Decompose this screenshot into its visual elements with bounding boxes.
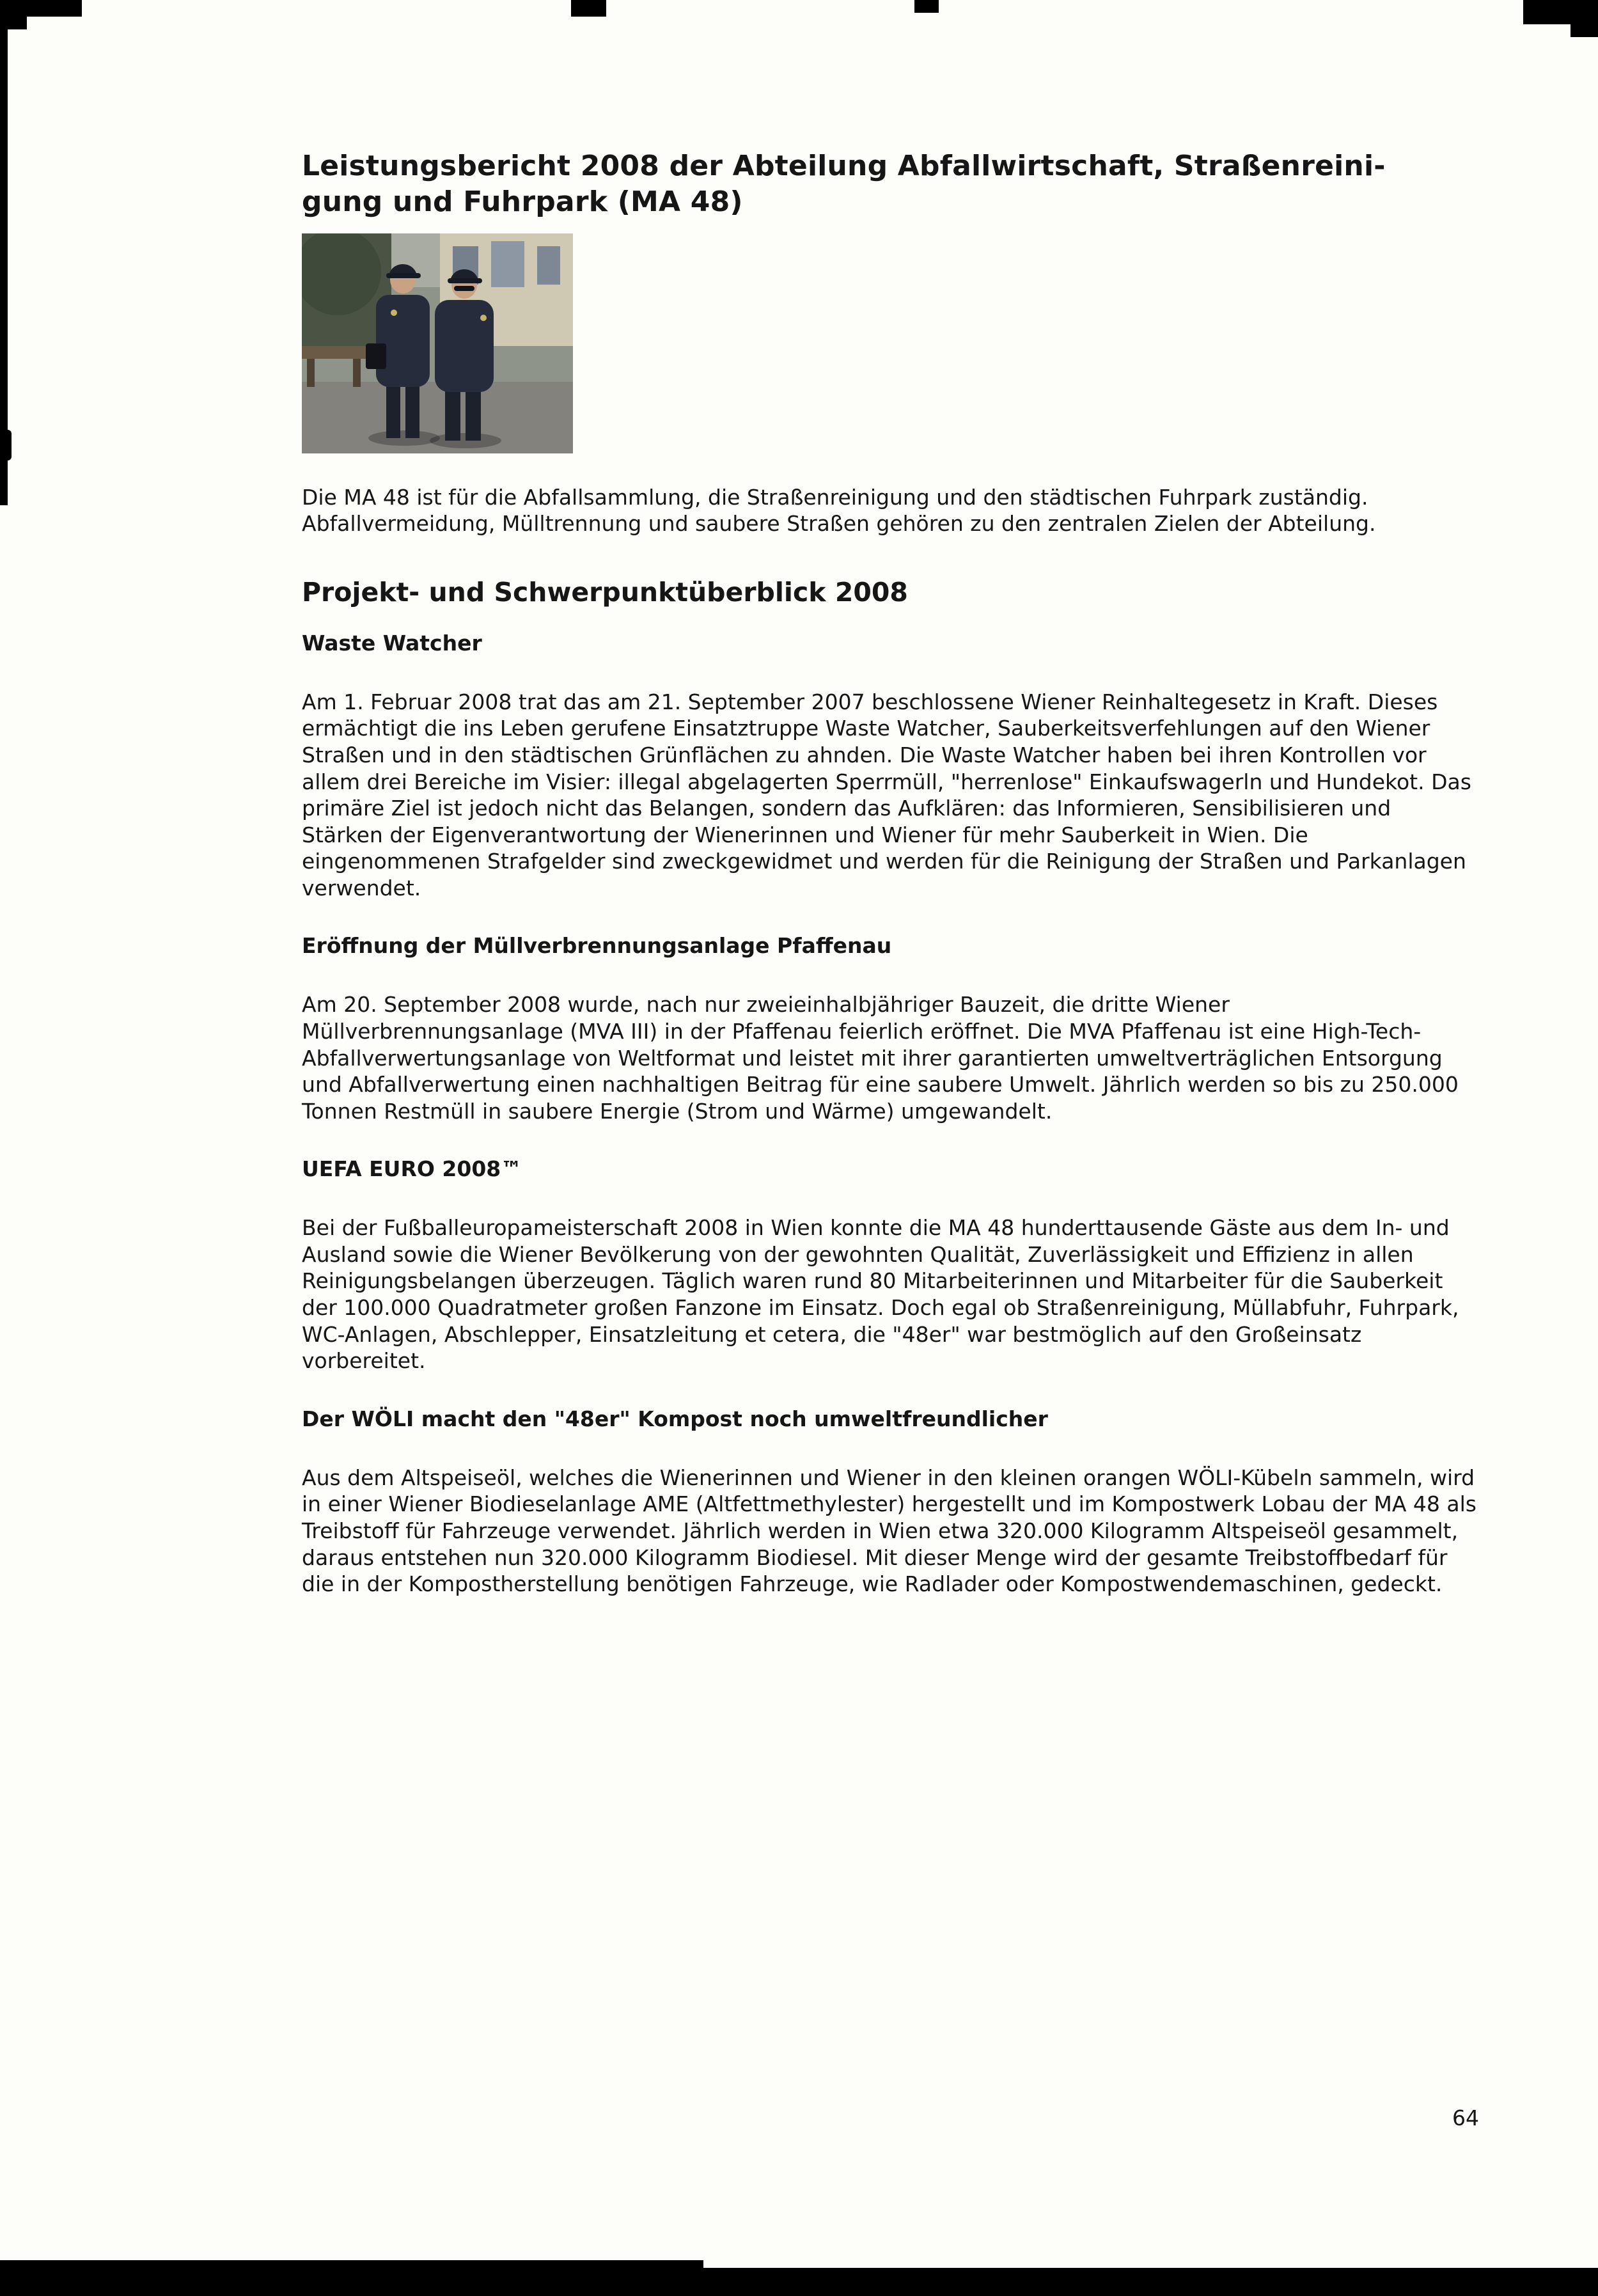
- page-title-line-2: gung und Fuhrpark (MA 48): [302, 185, 743, 219]
- page-number: 64: [1452, 2105, 1479, 2130]
- section-body-woeli-kompost: Aus dem Altspeiseöl, welches die Wienerinnen und Wiener in den kleinen orangen WÖLI-Kübeln sammeln, wird in einer Wiener Biodieselanlage AME (Altfettmethylester) hergestellt und im Kompostwerk Lobau der MA 48 als Treibstoff für Fahrzeuge verwendet. Jährlich werden in Wien etwa 320.000 Kilogramm Altspeiseöl gesammelt, daraus entstehen nun 320.000 Kilogramm Biodiesel. Mit dieser Menge wird der gesamte Treibstoffbedarf für die in der Kompostherstellung benötigen Fahrzeuge, wie Radlader oder Kompostwendemaschinen, gedeckt.: [302, 1465, 1477, 1597]
- photo-waste-watchers: [302, 233, 573, 453]
- report-content: [302, 148, 1478, 1598]
- section-heading-woeli-kompost: Der WÖLI macht den "48er" Kompost noch umweltfreundlicher: [302, 1406, 1048, 1431]
- section-body-uefa-euro: Bei der Fußballeuropameisterschaft 2008 in Wien konnte die MA 48 hunderttausende Gäste aus dem In- und Ausland sowie die Wiener Bevölkerung von der gewohnten Qualität, Zuverlässigkeit und Effizienz in allen Reinigungsbelangen überzeugen. Täglich waren rund 80 Mitarbeiterinnen und Mitarbeiter für die Sauberkeit der 100.000 Quadratmeter großen Fanzone im Einsatz. Doch egal ob Straßenreinigung, Müllabfuhr, Fuhrpark, WC-Anlagen, Abschlepper, Einsatzleitung et cetera, die "48er" war bestmöglich auf den Großeinsatz vorbereitet.: [302, 1215, 1459, 1374]
- scan-artifact-top-right-corner: [1571, 0, 1598, 37]
- section-body-waste-watcher: Am 1. Februar 2008 trat das am 21. September 2007 beschlossene Wiener Reinhaltegesetz in Kraft. Dieses ermächtigt die ins Leben gerufene Einsatztruppe Waste Watcher, Sauberkeitsverfehlungen auf den Wiener Straßen und in den städtischen Grünflächen zu ahnden. Die Waste Watcher haben bei ihren Kontrollen vor allem drei Bereiche im Visier: illegal abgelagerten Sperrmüll, "herrenlose" Einkaufswagerln und Hundekot. Das primäre Ziel ist jedoch nicht das Belangen, sondern das Aufklären: das Informieren, Sensibilisieren und Stärken der Eigenverantwortung der Wienerinnen und Wiener für mehr Sauberkeit in Wien. Die eingenommenen Strafgelder sind zweckgewidmet und werden für die Reinigung der Straßen und Parkanlagen verwendet.: [302, 689, 1471, 900]
- scan-artifact-left-blob: [0, 430, 12, 460]
- section-heading-uefa-euro: UEFA EURO 2008™: [302, 1156, 522, 1182]
- intro-paragraph: Die MA 48 ist für die Abfallsammlung, die Straßenreinigung und den städtischen Fuhrpark zuständig. Abfallvermeidung, Mülltrennung und saubere Straßen gehören zu den zentralen Zielen der Abteilung.: [302, 484, 1376, 537]
- photo-image: [302, 233, 573, 453]
- scan-artifact-bottom-bar: [0, 2268, 1598, 2296]
- section-heading-waste-watcher: Waste Watcher: [302, 630, 482, 656]
- page-title-line-1: Leistungsbericht 2008 der Abteilung Abfallwirtschaft, Straßenreini-: [302, 150, 1386, 182]
- section-heading-pfaffenau: Eröffnung der Müllverbrennungsanlage Pfaffenau: [302, 933, 892, 959]
- section-body-pfaffenau: Am 20. September 2008 wurde, nach nur zweieinhalbjähriger Bauzeit, die dritte Wiener Müllverbrennungsanlage (MVA III) in der Pfaffenau feierlich eröffnet. Die MVA Pfaffenau ist eine High-Tech-Abfallverwertungsanlage von Weltformat und leistet mit ihrer garantierten umweltverträglichen Entsorgung und Abfallverwertung einen nachhaltigen Beitrag für eine saubere Umwelt. Jährlich werden so bis zu 250.000 Tonnen Restmüll in saubere Energie (Strom und Wärme) umgewandelt.: [302, 992, 1459, 1124]
- scan-artifact-top-mark-1: [571, 0, 606, 17]
- page-title: [302, 148, 1478, 221]
- scan-artifact-top-mark-2: [914, 0, 939, 13]
- overview-heading: Projekt- und Schwerpunktüberblick 2008: [302, 576, 908, 608]
